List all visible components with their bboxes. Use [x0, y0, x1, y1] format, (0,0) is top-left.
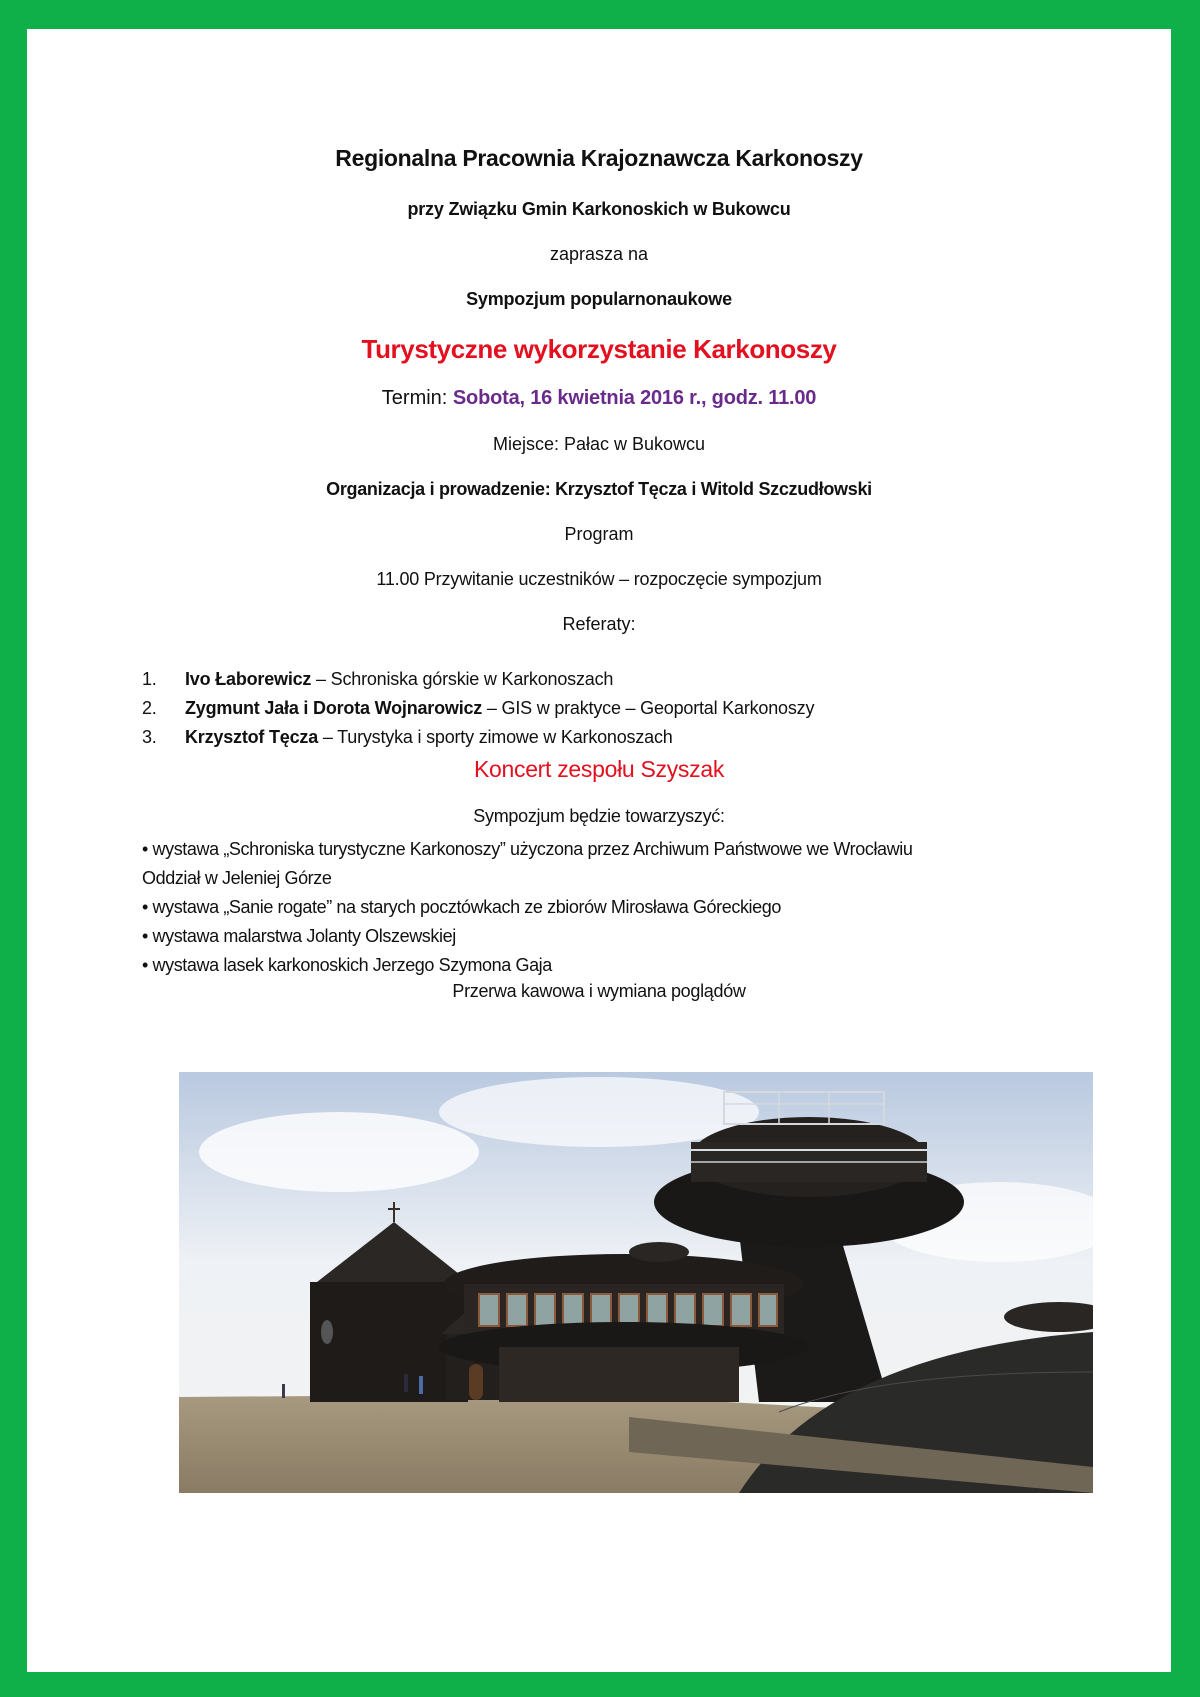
event-date	[27, 387, 1171, 410]
organizer-heading: Regionalna Pracownia Krajoznawcza Karkonoszy	[335, 145, 863, 171]
talk-number: 1.	[142, 669, 157, 689]
poster-page	[27, 29, 1171, 1672]
program-heading: Program	[564, 524, 634, 544]
program-opening: 11.00 Przywitanie uczestników – rozpoczęcie sympozjum	[376, 569, 822, 589]
exhibitions-list	[142, 835, 912, 980]
talk-item	[142, 694, 814, 723]
summit-photo	[179, 1072, 1093, 1493]
date-label: Termin:	[381, 387, 453, 409]
exhibition-item: • wystawa „Schroniska turystyczne Karkonoszy” użyczona przez Archiwum Państwowe we Wrocławiu	[142, 839, 913, 859]
talk-topic: – Turystyka i sporty zimowe w Karkonoszach	[318, 727, 673, 747]
talk-item	[142, 723, 814, 752]
talk-topic: – Schroniska górskie w Karkonoszach	[311, 669, 614, 689]
event-type: Sympozjum popularnonaukowe	[466, 289, 732, 309]
accompany-heading: Sympozjum będzie towarzyszyć:	[473, 806, 725, 826]
event-organization: Organizacja i prowadzenie: Krzysztof Tęcza i Witold Szczudłowski	[326, 479, 872, 499]
talks-heading: Referaty:	[562, 614, 636, 634]
date-value: Sobota, 16 kwietnia 2016 r., godz. 11.00	[452, 387, 817, 409]
invitation-text: zaprasza na	[549, 244, 649, 264]
event-place: Miejsce: Pałac w Bukowcu	[492, 434, 706, 454]
observatory-illustration	[179, 1072, 1093, 1493]
talk-topic: – GIS w praktyce – Geoportal Karkonoszy	[482, 698, 815, 718]
event-title: Turystyczne wykorzystanie Karkonoszy	[361, 334, 837, 364]
talk-number: 3.	[142, 727, 157, 747]
exhibition-item-continued: Oddział w Jeleniej Górze	[142, 868, 332, 888]
exhibition-item: • wystawa malarstwa Jolanty Olszewskiej	[142, 926, 456, 946]
exhibition-item: • wystawa lasek karkonoskich Jerzego Szymona Gaja	[142, 955, 552, 975]
coffee-break: Przerwa kawowa i wymiana poglądów	[452, 981, 746, 1001]
concert-announcement: Koncert zespołu Szyszak	[473, 756, 725, 782]
talk-speaker: Zygmunt Jała i Dorota Wojnarowicz	[185, 698, 483, 718]
talk-item	[142, 665, 814, 694]
talk-speaker: Krzysztof Tęcza	[185, 727, 319, 747]
talk-speaker: Ivo Łaborewicz	[185, 669, 312, 689]
talk-number: 2.	[142, 698, 157, 718]
exhibition-item: • wystawa „Sanie rogate” na starych pocztówkach ze zbiorów Mirosława Góreckiego	[142, 897, 781, 917]
talks-list	[142, 665, 814, 752]
organizer-subheading: przy Związku Gmin Karkonoskich w Bukowcu	[407, 199, 791, 219]
